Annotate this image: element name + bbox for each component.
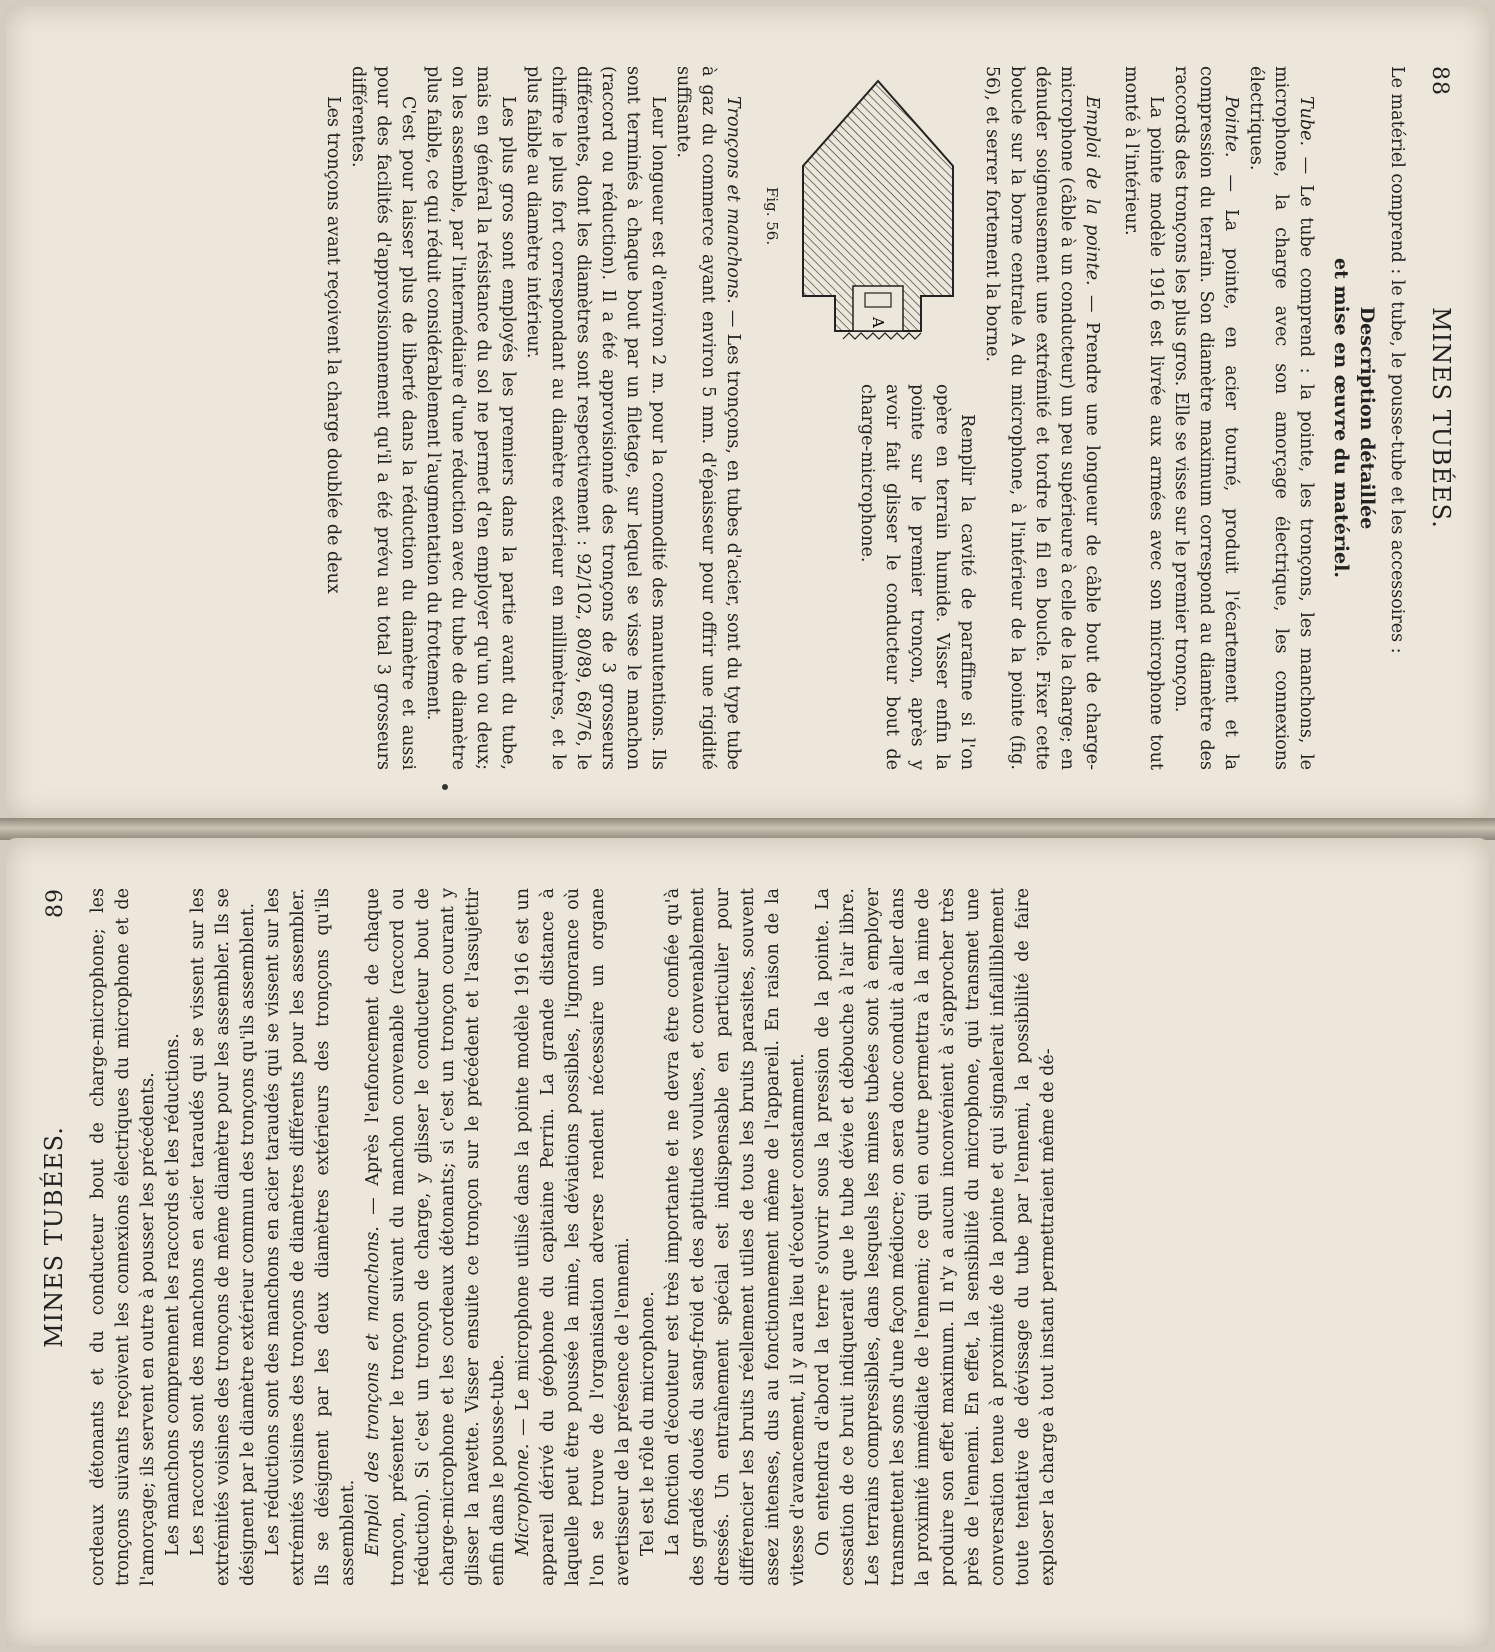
gros-paragraph: Les plus gros sont employés les premiers dans la partie avant du tube, mais en général la résistance du sol ne permet d'en employer qu'un ou deux; on les assemble, par l'intermédiaire d'une réduction avec du tube de diamètre plus faible, ce qui réduit considérablement l'augmentation du frottement. [423, 66, 518, 770]
longueur-paragraph: Leur longueur est d'environ 2 m. pour la commodité des manutentions. Ils sont terminés à chaque bout par un filetage, sur lequel se visse le manchon (raccord ou réduction). Il a été approvisionné des tronçons de 3 grosseurs différentes, dont les diamètres sont respectivement : 92/102, 80/89, 68/76, le chiffre le plus fort correspondant au diamètre extérieur en millimètres, et le plus faible au diamètre intérieur. [523, 66, 668, 770]
paragraph-4: Les réductions sont des manchons en acier taraudés qui se vissent sur les extrémités voisines des tronçons de diamètres différents pour les assembler. Ils se désignent par les deux diamètres extérieurs des tronçons qu'ils assemblent. [263, 888, 358, 1586]
ink-spot [442, 784, 448, 790]
section-title: Description détaillée et mise en œuvre du matériel. [1330, 258, 1378, 578]
right-page-89 [6, 838, 1489, 1646]
running-head-title: MINES TUBÉES. [1427, 307, 1455, 529]
pointe-paragraph: Pointe. — La pointe, en acier tourné, produit l'écartement et la compression du terrain. Son diamètre maximum correspond au diamètre des raccords des tronçons les plus gros. Elle se visse sur le premier tronçon. [1171, 66, 1241, 770]
role-paragraph: Tel est le rôle du microphone. [638, 1291, 658, 1556]
entendra-paragraph: On entendra d'abord la terre s'ouvrir sous la pression de la pointe. La cessation de ce bruit indiquerait que le tube dévie et débouche à l'air libre. Les terrains compressibles, dans lesquels les mines tubées sont à employer transmettent les sons d'une façon médiocre; on sera donc conduit à aller dans la proximité immédiate de l'ennemi; ce qui en outre permettra à la mine de produire son effet maximum. Il n'y a aucun inconvénient à s'approcher très près de l'ennemi. En effet, la sensibilité du microphone, qui transmet une conversation tenue à proximité de la pointe et qui signalerait infailliblement toute tentative de dévissage du tube par l'ennemi, la possibilité de faire exploser la charge à tout instant permettraient même de dé- [813, 888, 1058, 1586]
emploi-pointe-paragraph-2: Remplir la cavité de paraffine si l'on opère en terrain humide. Visser enfin la pointe sur le premier tronçon, après y avoir fait glisser le conducteur bout de charge-microphone. [857, 384, 977, 770]
microphone-paragraph: Microphone. — Le microphone utilisé dans la pointe modèle 1916 est un appareil dérivé du géophone du capitaine Perrin. La grande distance à laquelle peut être poussée la mine, les déviations possibles, l'ignorance où l'on se trouve de l'organisation adverse rendent nécessaire un organe avertisseur de la présence de l'ennemi. [513, 888, 633, 1586]
page-number: 88 [1427, 66, 1452, 96]
running-head-89 [40, 888, 68, 1586]
troncons-paragraph: Tronçons et manchons. — Les tronçons, en tubes d'acier, sont du type tube à gaz du commerce ayant environ 5 mm. d'épaisseur pour offrir une rigidité suffisante. [673, 66, 743, 770]
paragraph-1: cordeaux détonants et du conducteur bout de charge-microphone; les tronçons suivants reçoivent les connexions électriques du microphone et de l'amorçage; ils servent en outre à pousser les précédents. [88, 888, 158, 1586]
intro-paragraph: Le matériel comprend : le tube, le pousse-tube et les accessoires : [1387, 66, 1407, 654]
running-head-title: MINES TUBÉES. [40, 1126, 68, 1348]
book-gutter [0, 818, 1495, 840]
liberte-paragraph: C'est pour laisser plus de liberté dans la réduction du diamètre et aussi pour des facilités d'approvisionnement qu'il a été prévu au total 3 grosseurs différentes. [348, 66, 418, 770]
pointe-diagram [783, 71, 973, 361]
running-head-88 [1427, 66, 1455, 770]
emploi-troncons-paragraph: Emploi des tronçons et manchons. — Après l'enfoncement de chaque tronçon, présenter le tronçon suivant du manchon convenable (raccord ou réduction). Si c'est un tronçon de charge, y glisser le conducteur bout de charge-microphone et les cordeaux détonants; si c'est un tronçon courant y glisser la navette. Visser ensuite ce tronçon sur le précédent et l'assujettir enfin dans le pousse-tube. [363, 888, 508, 1586]
fonction-paragraph: La fonction d'écouteur est très importante et ne devra être confiée qu'à des gradés doués du sang-froid et des aptitudes voulues, et convenablement dressés. Un entraînement spécial est indispensable en particulier pour différencier les bruits réellement utiles de tous les bruits parasites, souvent assez intenses, dus au fonctionnement même de l'appareil. En raison de la vitesse d'avancement, il y aura lieu d'écouter constamment. [663, 888, 808, 1586]
pointe-paragraph-2: La pointe modèle 1916 est livrée aux armées avec son microphone tout monté à l'intérieur. [1121, 66, 1166, 770]
thread-marks [843, 333, 921, 339]
avant-paragraph: Les tronçons avant reçoivent la charge doublée de deux [323, 96, 343, 594]
paragraph-2: Les manchons comprennent les raccords et les réductions. [163, 1033, 183, 1556]
page-number: 89 [43, 888, 68, 918]
borne-centrale [865, 293, 891, 307]
figure-caption: Fig. 56. [763, 186, 781, 246]
tube-paragraph: Tube. — Le tube comprend : la pointe, les tronçons, les manchons, le microphone, la charge avec son amorçage électrique, les connexions électriques. [1246, 66, 1316, 770]
paragraph-3: Les raccords sont des manchons en acier taraudés qui se vissent sur les extrémités voisines des tronçons de même diamètre pour les assembler. Ils se désignent par le diamètre extérieur commun des tronçons qu'ils assemblent. [188, 888, 258, 1586]
emploi-pointe-paragraph: Emploi de la pointe. — Prendre une longueur de câble bout de charge-microphone (câble à un conducteur) un peu supérieure à celle de la charge; en dénuder soigneusement une extrémité et tordre le fil en boucle. Fixer cette boucle sur la borne centrale A du microphone, à l'intérieur de la pointe (fig. 56), et serrer fortement la borne. [982, 66, 1102, 770]
left-page-88 [6, 6, 1489, 820]
figure-label-a: A [869, 317, 887, 328]
figure-56 [763, 66, 973, 366]
